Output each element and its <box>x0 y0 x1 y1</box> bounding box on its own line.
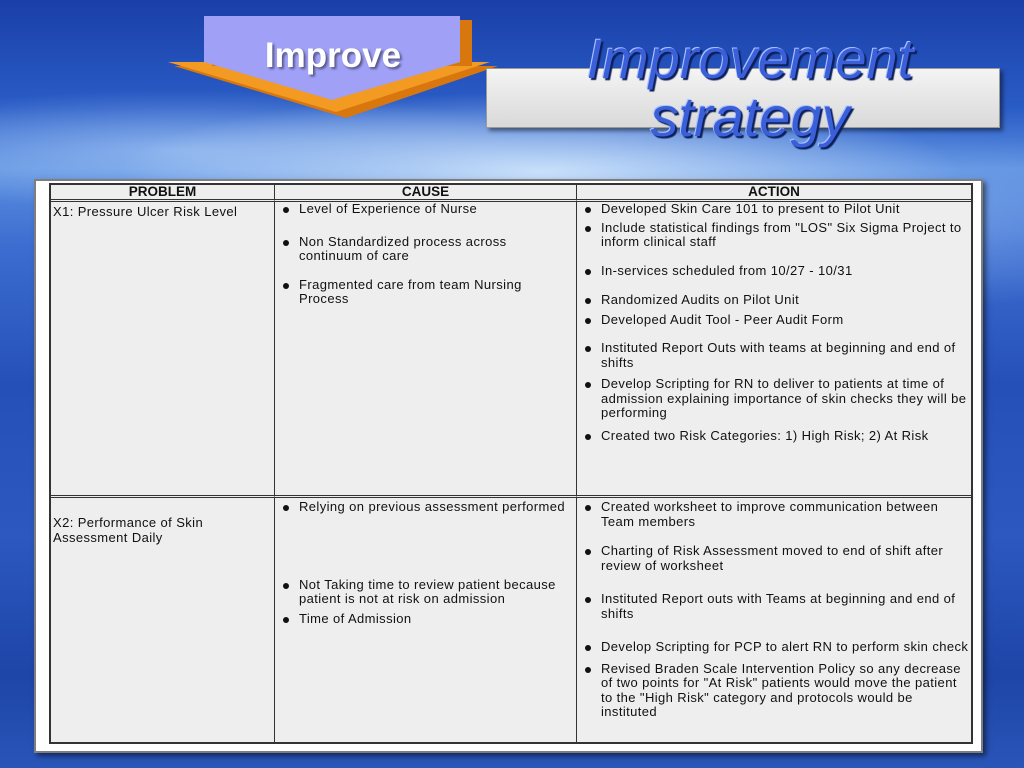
list-item: Develop Scripting for PCP to alert RN to perform skin check <box>579 640 969 655</box>
strategy-table <box>49 183 973 744</box>
action-list <box>579 202 969 443</box>
list-item: In-services scheduled from 10/27 - 10/31 <box>579 264 969 279</box>
problem-text: X2: Performance of Skin Assessment Daily <box>53 515 204 545</box>
list-item: Charting of Risk Assessment moved to end of shift after review of worksheet <box>579 544 969 573</box>
list-item: Instituted Report outs with Teams at beginning and end of shifts <box>579 592 969 621</box>
list-item: Developed Audit Tool - Peer Audit Form <box>579 313 969 328</box>
cause-cell <box>275 498 577 742</box>
problem-cell <box>51 202 275 498</box>
improve-arrow-badge <box>160 14 510 124</box>
list-item: Not Taking time to review patient because patient is not at risk on admission <box>277 578 574 607</box>
list-item: Created worksheet to improve communication between Team members <box>579 500 969 529</box>
list-item: Relying on previous assessment performed <box>277 500 574 515</box>
cause-cell <box>275 202 577 498</box>
list-item: Non Standardized process across continuum of care <box>277 235 574 264</box>
column-header-cause: CAUSE <box>275 185 577 202</box>
list-item: Randomized Audits on Pilot Unit <box>579 293 969 308</box>
slide-title: Improvement strategy <box>586 27 914 148</box>
action-cell <box>577 202 971 498</box>
list-item: Instituted Report Outs with teams at beginning and end of shifts <box>579 341 969 370</box>
list-item: Developed Skin Care 101 to present to Pilot Unit <box>579 202 969 217</box>
table-row <box>51 202 971 498</box>
list-item: Created two Risk Categories: 1) High Risk; 2) At Risk <box>579 429 969 444</box>
list-item: Develop Scripting for RN to deliver to patients at time of admission explaining importance of skin checks they will be performing <box>579 377 969 421</box>
column-header-problem: PROBLEM <box>51 185 275 202</box>
action-list <box>579 500 969 720</box>
strategy-table-panel <box>34 179 983 753</box>
list-item: Time of Admission <box>277 612 574 627</box>
list-item: Include statistical findings from "LOS" Six Sigma Project to inform clinical staff <box>579 221 969 250</box>
improve-label: Improve <box>264 36 402 75</box>
problem-cell <box>51 498 275 742</box>
column-header-action: ACTION <box>577 185 971 202</box>
table-header-row <box>51 185 971 202</box>
list-item: Fragmented care from team Nursing Process <box>277 278 574 307</box>
list-item: Revised Braden Scale Intervention Policy so any decrease of two points for "At Risk" patients would move the patient to the "High Risk" category and protocols would be instituted <box>579 662 969 720</box>
cause-list <box>277 500 574 626</box>
cause-list <box>277 202 574 307</box>
action-cell <box>577 498 971 742</box>
list-item: Level of Experience of Nurse <box>277 202 574 217</box>
problem-text: X1: Pressure Ulcer Risk Level <box>53 204 238 219</box>
table-row <box>51 498 971 742</box>
